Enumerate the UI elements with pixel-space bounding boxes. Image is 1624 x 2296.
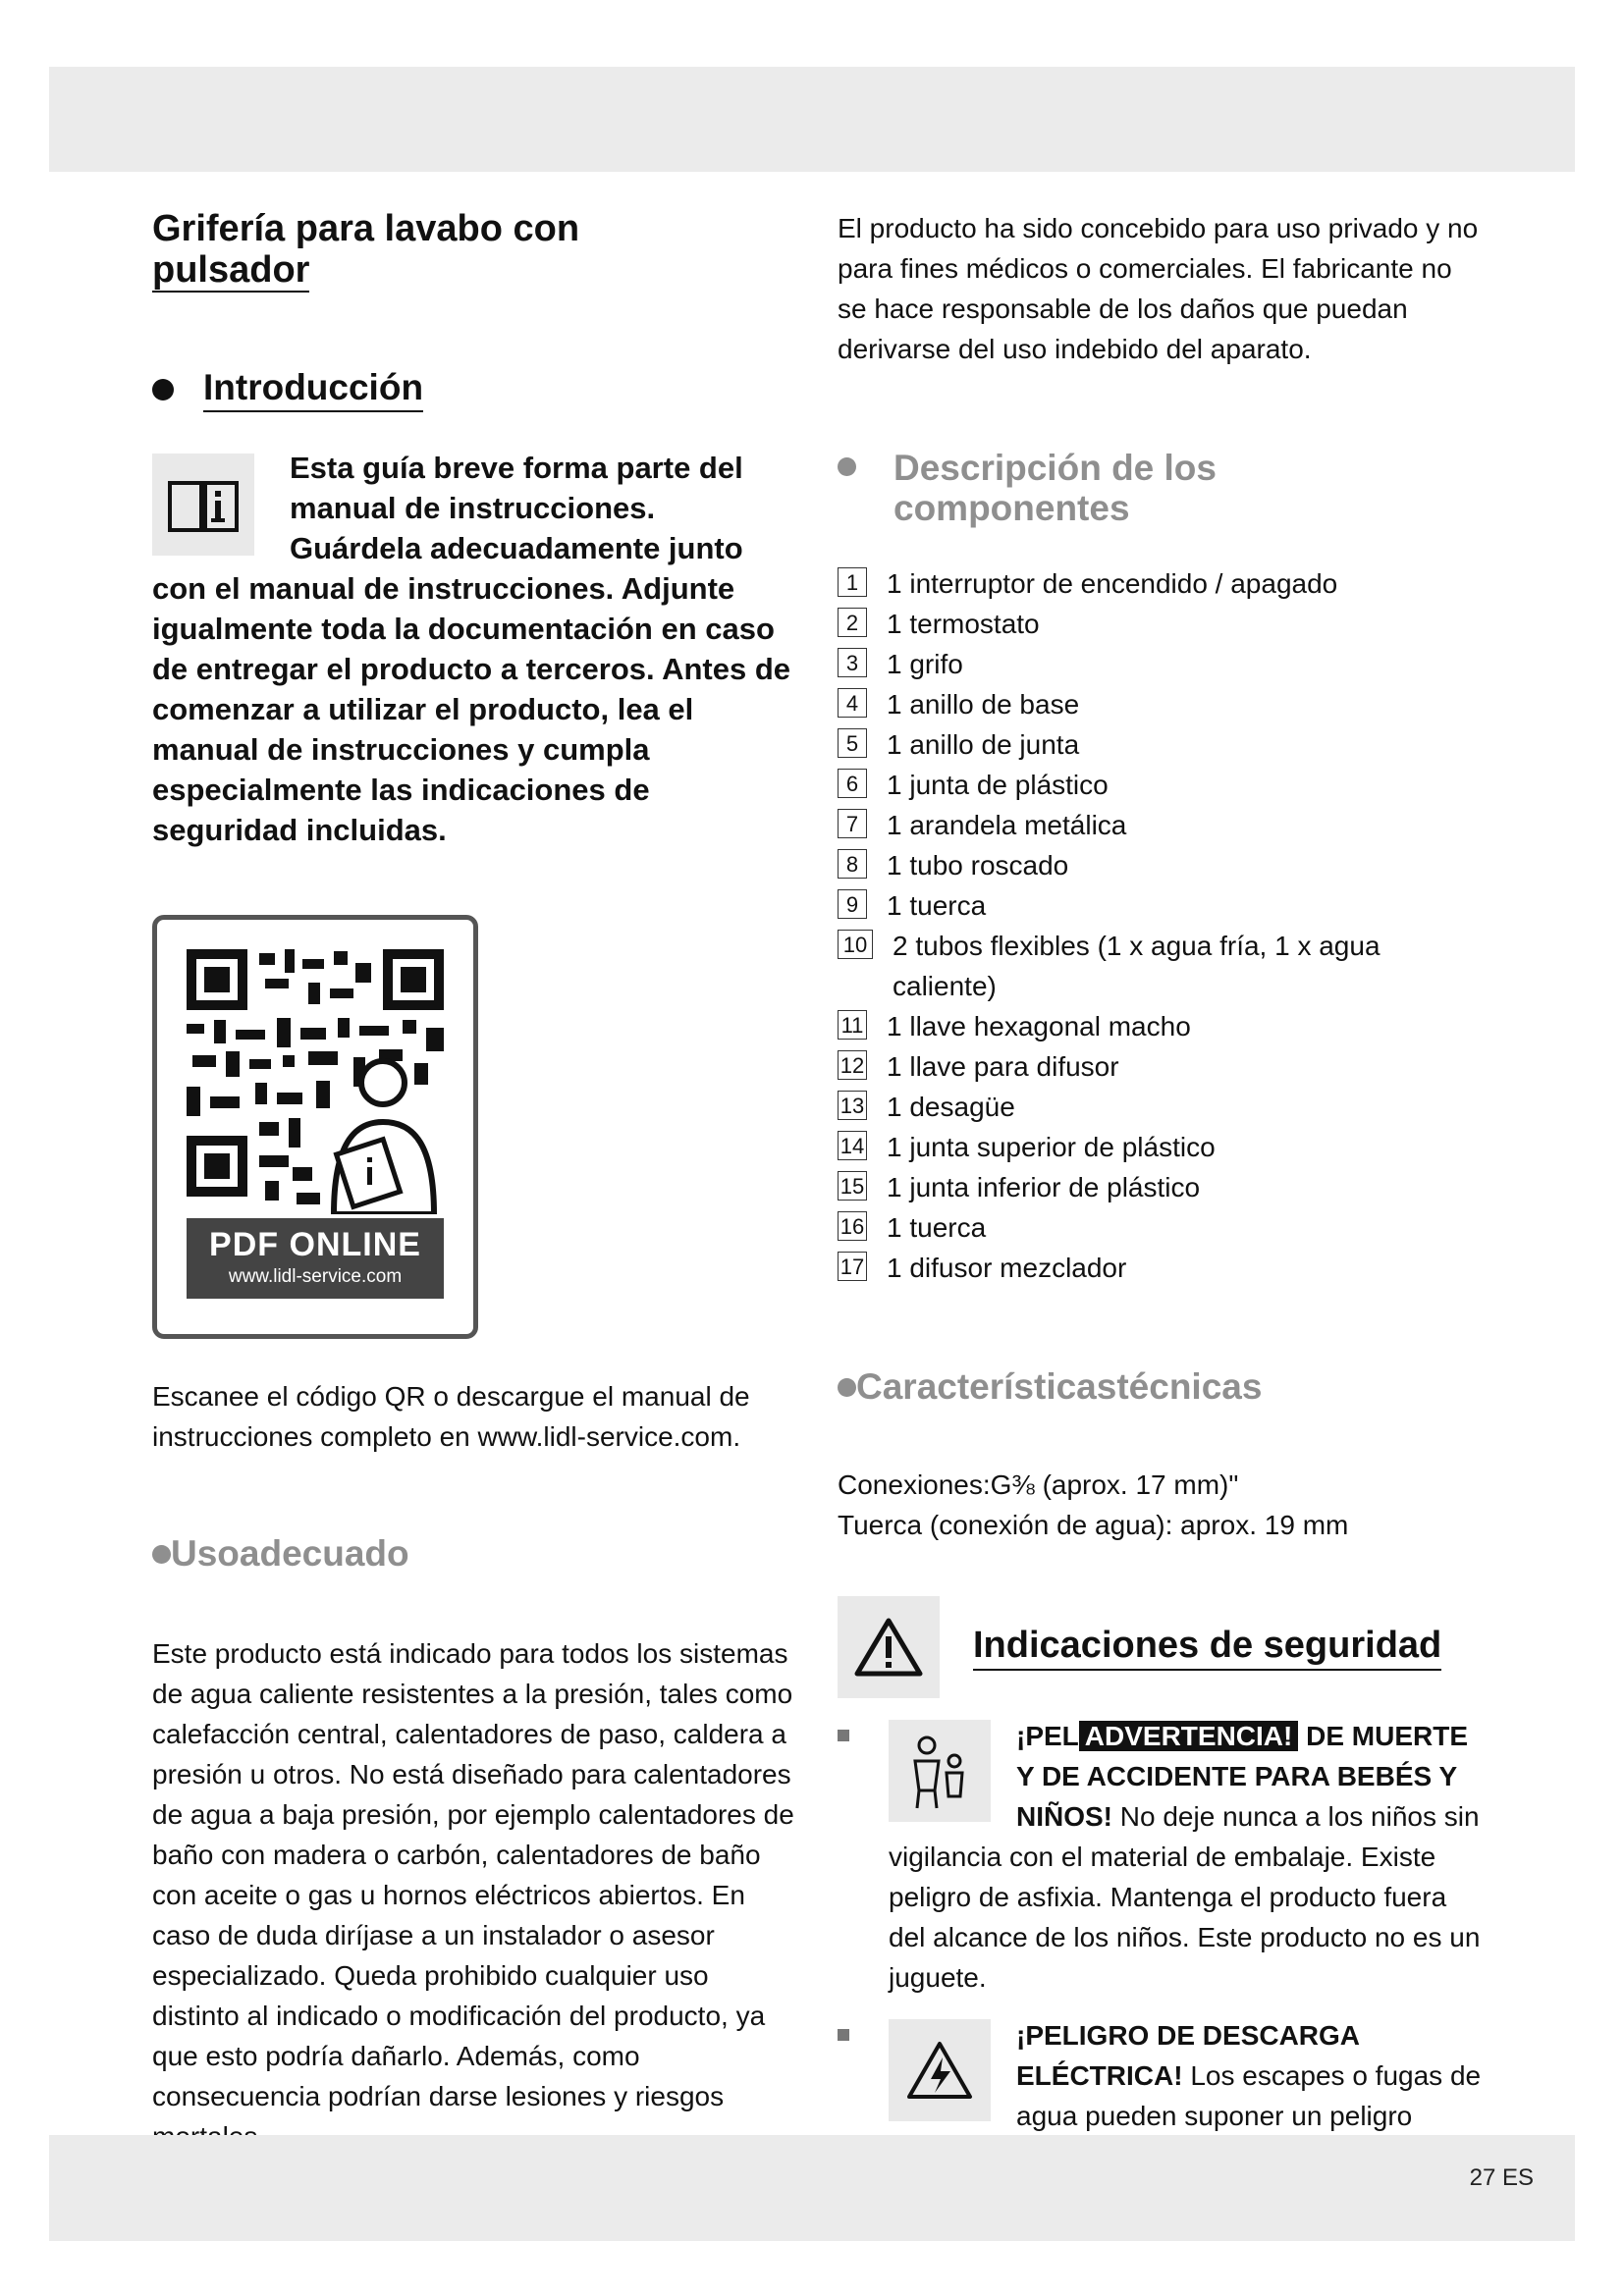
list-item xyxy=(838,644,1486,684)
page-title xyxy=(152,208,795,291)
component-number: 5 xyxy=(838,728,867,758)
components-heading-text xyxy=(893,448,1217,528)
uso-text: Este producto está indicado para todos los sistemas de agua caliente resistentes a la presión, tales como calefacción central, calentadores de paso, caldera a presión u otros. No está diseñado para calentadores de agua a baja presión, por ejemplo calentadores de baño con madera o carbón, calentadores de baño con aceite o gas u hornos eléctricos abiertos. En caso de duda diríjase a un instalador o asesor especializado. Queda prohibido cualquier uso distinto al indicado o modificación del producto, ya que esto podría dañarlo. Además, como consecuencia podrían darse lesiones y riesgos xyxy=(152,1638,794,2111)
intro-heading xyxy=(152,367,795,412)
component-number: 12 xyxy=(838,1050,867,1080)
uso-heading-text: Usoadecuado xyxy=(171,1533,409,1574)
list-item xyxy=(838,1167,1486,1207)
list-item xyxy=(838,1207,1486,1248)
list-item xyxy=(838,1046,1486,1087)
tech-specs xyxy=(838,1465,1486,1545)
electric-shock-icon xyxy=(889,2019,991,2121)
list-item xyxy=(838,1006,1486,1046)
qr-code-icon xyxy=(187,949,444,1214)
component-text: 1 grifo xyxy=(887,649,963,679)
right-column xyxy=(838,208,1486,2136)
components-heading xyxy=(838,448,1486,528)
list-item xyxy=(838,805,1486,845)
manual-info-icon xyxy=(152,454,254,556)
list-item xyxy=(838,765,1486,805)
components-heading-line2: componentes xyxy=(893,488,1130,528)
square-bullet-icon xyxy=(838,1730,849,1741)
qr-code-card[interactable] xyxy=(152,915,478,1339)
child-warning-icon xyxy=(889,1720,991,1822)
title-line-2: pulsador xyxy=(152,249,310,291)
warning1-prefix: ¡PEL xyxy=(1016,1721,1079,1751)
intro-block xyxy=(152,448,795,850)
component-number: 4 xyxy=(838,688,867,718)
list-item xyxy=(838,885,1486,926)
component-text: 1 desagüe xyxy=(887,1092,1015,1122)
component-number: 7 xyxy=(838,809,867,838)
list-item xyxy=(838,1127,1486,1167)
bullet-dot-icon xyxy=(152,1545,171,1564)
square-bullet-icon xyxy=(838,2029,849,2041)
tech-line-1: Conexiones:G⅜ (aprox. 17 mm)" xyxy=(838,1469,1239,1500)
components-list xyxy=(838,563,1486,1288)
pdf-online-text: PDF ONLINE xyxy=(209,1226,421,1263)
component-number: 8 xyxy=(838,849,867,879)
list-item xyxy=(838,724,1486,765)
tech-line-2: Tuerca (conexión de agua): aprox. 19 mm xyxy=(838,1510,1349,1540)
component-text: 1 difusor mezclador xyxy=(887,1253,1127,1283)
component-number: 16 xyxy=(838,1211,867,1241)
qr-caption: Escanee el código QR o descargue el manual de instrucciones completo en www.lidl-service.com. xyxy=(152,1381,750,1452)
safety-heading-text: Indicaciones de seguridad xyxy=(973,1625,1441,1671)
warning-triangle-icon xyxy=(838,1596,940,1698)
warning1-text: No deje nunca a los niños sin vigilancia con el material de embalaje. Existe peligro de asfixia. Mantenga el producto fuera del alcance de los niños. Este producto no es un juguete. xyxy=(889,1801,1481,1993)
component-text: 1 llave hexagonal macho xyxy=(887,1011,1191,1041)
component-number: 14 xyxy=(838,1131,867,1160)
warning1-badge: ADVERTENCIA! xyxy=(1079,1721,1299,1751)
component-text: 1 junta superior de plástico xyxy=(887,1132,1216,1162)
tech-heading xyxy=(838,1366,1486,1408)
list-item xyxy=(838,926,1486,1006)
list-item xyxy=(838,684,1486,724)
list-item xyxy=(838,563,1486,604)
page-number: 27 ES xyxy=(1469,2164,1534,2191)
component-text: 1 tuerca xyxy=(887,1212,987,1243)
tech-heading-text: Característicastécnicas xyxy=(856,1366,1263,1407)
title-line-1: Grifería para lavabo con xyxy=(152,208,580,249)
components-heading-line1: Descripción de los xyxy=(893,448,1217,488)
component-text: 1 tubo roscado xyxy=(887,850,1069,881)
component-text: 1 junta inferior de plástico xyxy=(887,1172,1201,1202)
warning1-bold-text: DE MUERTE Y DE ACCIDENTE PARA BEBÉS Y NIÑOS! xyxy=(1016,1721,1469,1832)
component-number: 13 xyxy=(838,1091,867,1120)
warning2-text: Los escapes o fugas de agua pueden suponer un peligro xyxy=(1016,2060,1482,2131)
component-text: 1 anillo de junta xyxy=(887,729,1080,760)
component-number: 11 xyxy=(838,1010,867,1040)
component-text: 1 tuerca xyxy=(887,890,987,921)
list-item xyxy=(838,845,1486,885)
list-item xyxy=(838,1087,1486,1127)
intro-heading-text: Introducción xyxy=(203,367,423,412)
component-text: 1 arandela metálica xyxy=(887,810,1127,840)
component-text: 1 junta de plástico xyxy=(887,770,1109,800)
warning2-bold-text: ¡PELIGRO DE DESCARGA ELÉCTRICA! xyxy=(1016,2020,1359,2091)
component-text: 1 interruptor de encendido / apagado xyxy=(887,568,1338,599)
left-column xyxy=(152,208,795,2184)
right-intro-text: El producto ha sido concebido para uso privado y no para fines médicos o comerciales. El fabricante no se hace responsable de los daños que puedan derivarse del uso indebido del aparato. xyxy=(838,213,1479,364)
safety-heading xyxy=(838,1596,1486,1698)
bullet-dot-icon xyxy=(152,379,174,400)
intro-text: Esta guía breve forma parte del manual de instrucciones. Guárdela adecuadamente junto con el manual de instrucciones. Adjunte igualmente toda la documentación en caso de entregar el producto a terceros. Antes de comenzar a utilizar el producto, lea el manual de instrucciones y cumpla especialmente las indicaciones de seguridad incluidas. xyxy=(152,451,791,847)
bullet-dot-icon xyxy=(838,1378,856,1397)
bullet-dot-icon xyxy=(838,457,856,476)
component-number: 10 xyxy=(838,930,873,959)
component-text: 2 tubos flexibles (1 x agua fría, 1 x agua caliente) xyxy=(893,931,1380,1001)
component-number: 3 xyxy=(838,648,867,677)
component-number: 1 xyxy=(838,567,867,597)
pdf-online-url[interactable]: www.lidl-service.com xyxy=(228,1266,403,1287)
component-number: 6 xyxy=(838,769,867,798)
component-text: 1 termostato xyxy=(887,609,1040,639)
warning-item-children xyxy=(838,1716,1486,1998)
component-text: 1 llave para difusor xyxy=(887,1051,1119,1082)
component-text: 1 anillo de base xyxy=(887,689,1080,720)
uso-heading xyxy=(152,1533,795,1575)
warning-item-electric xyxy=(838,2015,1486,2136)
footer-band xyxy=(49,2135,1575,2241)
component-number: 9 xyxy=(838,889,867,919)
component-number: 17 xyxy=(838,1252,867,1281)
pdf-online-label xyxy=(187,1218,444,1299)
header-band xyxy=(49,67,1575,172)
list-item xyxy=(838,1248,1486,1288)
list-item xyxy=(838,604,1486,644)
component-number: 15 xyxy=(838,1171,867,1201)
component-number: 2 xyxy=(838,608,867,637)
